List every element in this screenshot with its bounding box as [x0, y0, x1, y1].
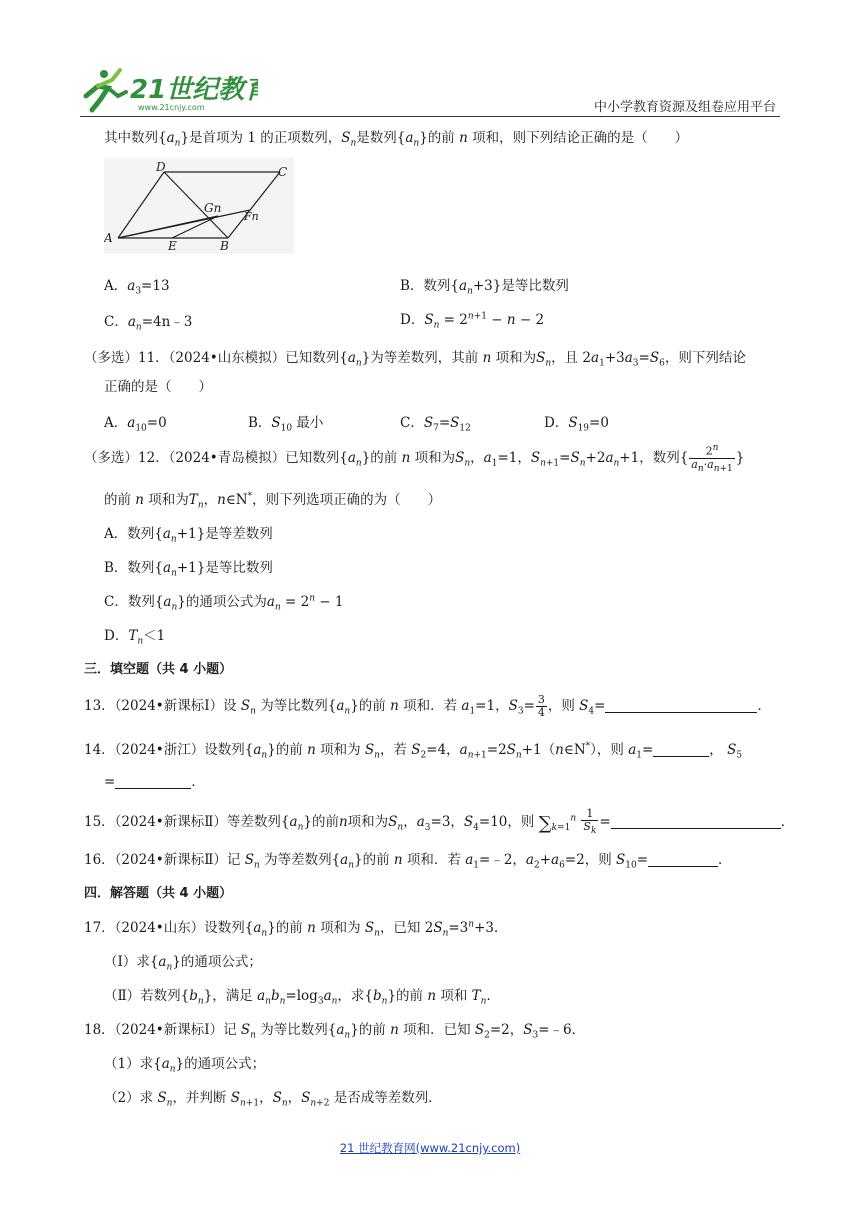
option-10-B: B．数列$\{a_n+3\}$是等比数列 [400, 278, 569, 297]
section-3-heading: 三．填空题（共 4 小题） [84, 662, 233, 677]
option-10-D: D．$S_n = 2^{n+1} - n - 2$ [400, 311, 545, 331]
question-17-part1: （Ⅰ）求$\{a_n\}$的通项公式； [104, 954, 262, 973]
question-17-part2: （Ⅱ）若数列$\{b_n\}$，满足 $a_nb_n=\log_3a_n$，求$\{b_n\}$的前 n 项和 $T_n$． [104, 988, 500, 1007]
question-11: （多选）11．（2024•山东模拟）已知数列$\{a_n\}$为等差数列，其前 n 项和为$S_n$，且 $2a_1+3a_3=S_6$，则下列结论 [84, 350, 746, 369]
question-12-line2: 的前 n 项和为$T_n$，n∈N*，则下列选项正确的为（ ） [104, 491, 442, 511]
answer-blank[interactable] [611, 814, 781, 829]
option-12-A: A．数列$\{a_n+1\}$是等差数列 [104, 526, 273, 545]
point-label: E [168, 239, 177, 253]
answer-blank[interactable] [605, 698, 757, 713]
question-12: （多选）12．（2024•青岛模拟）已知数列$\{a_n\}$的前 n 项和为$S_n$，$a_1=1$，$S_{n+1}=S_n+2a_n+1$，数列{ $\frac{2^n}{a_n\cdot a_{n+1}}$ } [84, 443, 745, 474]
question-13: 13．（2024•新课标Ⅰ）设 $S_n$ 为等比数列$\{a_n\}$的前 n 项和．若 $a_1=1$，$S_3=$ $\frac{3}{4}$ ，则 $S_4=$ ． [84, 693, 771, 719]
footer-link[interactable]: 21 世纪教育网(www.21cnjy.com) [339, 1141, 521, 1155]
question-17: 17．（2024•山东）设数列$\{a_n\}$的前 n 项和为 $S_n$，已知 $2S_n=3^n+3$． [84, 919, 508, 939]
point-label: C [278, 165, 288, 179]
question-11-line2: 正确的是（ ） [104, 379, 212, 395]
question-18-part2: （2）求 $S_n$，并判断 $S_{n+1}$，$S_n$，$S_{n+2}$ 是否成等差数列． [104, 1090, 442, 1109]
option-12-C: C．数列$\{a_n\}$的通项公式为$a_n = 2^n - 1$ [104, 593, 344, 613]
option-11-A: A．$a_{10}=0$ [104, 415, 167, 434]
question-14-line2: = ． [104, 774, 205, 790]
parallelogram-figure [104, 158, 294, 254]
question-18: 18．（2024•新课标Ⅰ）记 $S_n$ 为等比数列$\{a_n\}$的前 n 项和．已知 $S_2=2$，$S_3=﹣6$． [84, 1022, 586, 1041]
option-10-C: C．$a_n=4n﹣3$ [104, 314, 193, 333]
point-label: A [104, 231, 113, 245]
option-11-D: D．$S_{19}=0$ [544, 415, 609, 434]
option-11-C: C．$S_7=S_{12}$ [400, 415, 471, 434]
point-label: Fn [244, 210, 259, 223]
question-14: 14．（2024•浙江）设数列$\{a_n\}$的前 n 项和为 $S_n$，若 $S_2=4$，$a_{n+1}=2S_n+1(n\in N^*)$，则 $a_1=$ ， $S_5$ [84, 741, 743, 761]
point-label: Gn [204, 201, 222, 215]
site-logo [78, 66, 258, 114]
logo-runner-icon [78, 66, 258, 114]
answer-blank[interactable] [115, 774, 191, 789]
question-15: 15．（2024•新课标Ⅱ）等差数列$\{a_n\}$的前n项和为$S_n$，$a_3=3$，$S_4=10$，则 $\sum_{k=1}^n$ $\frac{1}{S_k}$ = ． [84, 807, 795, 837]
question-16: 16．（2024•新课标Ⅱ）记 $S_n$ 为等差数列$\{a_n\}$的前 n 项和．若 $a_1=﹣2$，$a_2+a_6=2$，则 $S_{10}=$ ． [84, 852, 732, 871]
header-divider [80, 116, 780, 117]
option-12-B: B．数列$\{a_n+1\}$是等比数列 [104, 560, 273, 579]
platform-title: 中小学教育资源及组卷应用平台 [593, 100, 776, 115]
question-18-part1: （1）求$\{a_n\}$的通项公式； [104, 1056, 266, 1075]
option-12-D: D．$T_n<1$ [104, 628, 166, 647]
option-10-A: A．$a_3=13$ [104, 278, 170, 297]
logo-url: www.21cnjy.com [138, 103, 205, 112]
answer-blank[interactable] [648, 852, 718, 867]
logo-text: 21世纪教育 [130, 75, 258, 105]
point-label: D [156, 160, 166, 174]
section-4-heading: 四．解答题（共 4 小题） [84, 886, 233, 901]
option-11-B: B．$S_{10}$ 最小 [248, 415, 324, 434]
point-label: B [220, 239, 229, 253]
question-10-intro: 其中数列$\{a_n\}$是首项为 1 的正项数列，$S_n$是数列$\{a_n\}$的前 n 项和，则下列结论正确的是（ ） [104, 130, 689, 149]
answer-blank[interactable] [653, 742, 709, 757]
